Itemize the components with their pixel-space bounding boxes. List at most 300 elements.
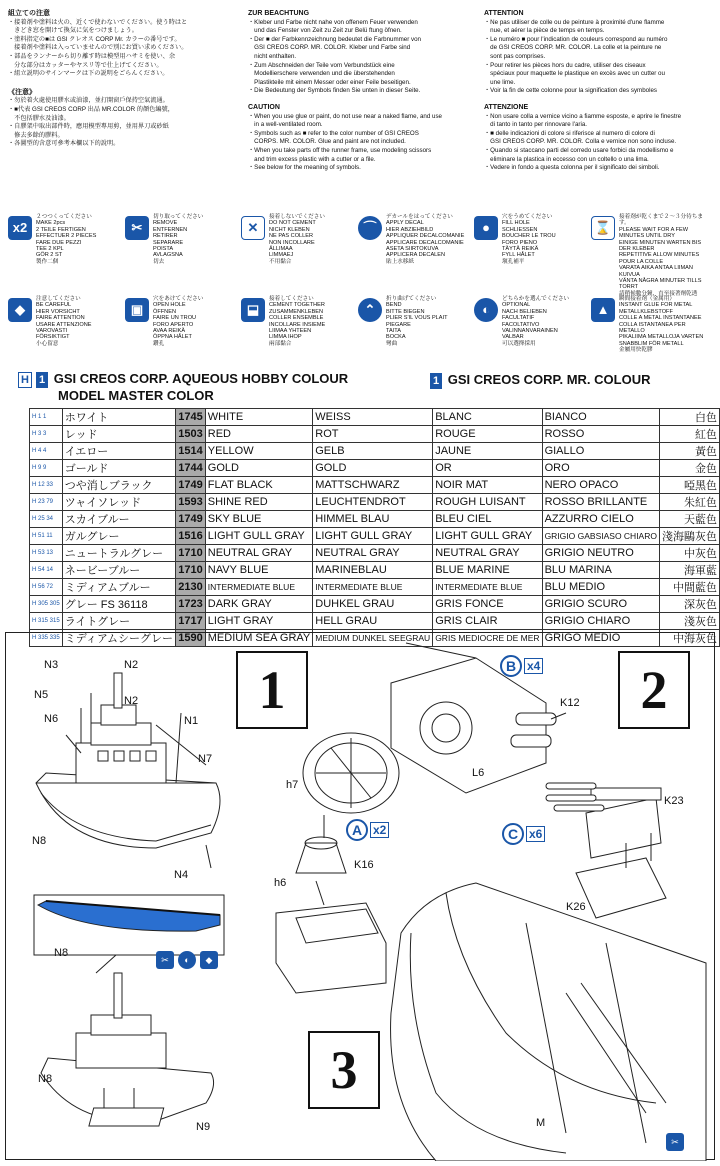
symbol-text-line: ZUSAMMENKLEBEN: [269, 308, 324, 315]
symbol-text-line: 接着しないでください: [269, 214, 325, 220]
color-cell-kj: 淺海鷗灰色: [659, 528, 719, 545]
note-line: ・部品をランナーから切り離す時は模型用ハサミを使い、余: [8, 52, 176, 60]
color-cell-code: H 305 305: [30, 596, 63, 613]
color-cell-num: 1590: [176, 630, 206, 647]
color-cell-en: WHITE: [205, 409, 312, 426]
symbol-legend-item: [358, 296, 478, 358]
color-cell-en: SKY BLUE: [205, 511, 312, 528]
color-cell-en: GOLD: [205, 460, 312, 477]
symbol-text-line: CEMENT TOGETHER: [269, 302, 325, 309]
symbol-text-line: COLLE A METAL INSTANTANEE: [619, 315, 702, 322]
part-label-k26: K26: [566, 901, 586, 913]
note-line: ・勿於着火處使用膠水或油漆，並打開窗戶保持空氣流通。: [8, 97, 169, 105]
symbol-text-line: OPEN HOLE: [153, 302, 186, 309]
symbol-text-line: USARE ATTENZIONE: [36, 321, 92, 328]
color-row: [30, 443, 720, 460]
note-line: きどき窓を開けて換気に気をつけましょう。: [8, 27, 138, 35]
color-cell-code: H 315 315: [30, 613, 63, 630]
note-line: ・See below for the meaning of symbols.: [248, 164, 361, 172]
color-row: [30, 460, 720, 477]
symbol-text-line: ASETA SIIRTOKUVA: [386, 246, 439, 253]
symbol-text-line: APPLIQUER DECALCOMANIE: [386, 233, 465, 240]
note-line: une lime.: [484, 78, 516, 86]
symbol-text-line: FILL HOLE: [502, 220, 530, 227]
part-label-l6: L6: [472, 767, 485, 779]
symbol-text-line: DO NOT CEMENT: [269, 220, 316, 227]
symbol-text-line: SCHLIESSEN: [502, 226, 538, 233]
color-cell-jp: ニュートラルグレー: [62, 545, 176, 562]
symbol-text-line: FÖRSIKTIGT: [36, 334, 70, 341]
color-cell-en: LIGHT GRAY: [205, 613, 312, 630]
color-cell-fr: NEUTRAL GRAY: [433, 545, 542, 562]
runner-c-letter: C: [502, 823, 524, 845]
symbol-text-line: SNABBLIM FÖR METALL: [619, 340, 684, 347]
color-table: [29, 408, 720, 647]
color-cell-jp: ライトグレー: [62, 613, 176, 630]
symbol-text-line: HIER VORSICHT: [36, 308, 80, 315]
symbol-text-line: BOUCHER LE TROU: [502, 233, 556, 240]
symbol-text-line: 小心留意: [36, 340, 59, 347]
symbol-text-line: METALLKLEBSTOFF: [619, 308, 673, 315]
note-line: spéciaux pour maquette le plastique en excès avec un cutter ou: [484, 70, 665, 78]
runner-badge-b: [500, 655, 543, 677]
step-number-3: 3: [308, 1031, 380, 1109]
searchlight-parts: [276, 733, 399, 993]
symbol-legend-item: [241, 214, 361, 276]
color-cell-fr: NOIR MAT: [433, 477, 542, 494]
symbol-text-line: FAIRE UN TROU: [153, 315, 197, 322]
color-cell-it: AZZURRO CIELO: [542, 511, 659, 528]
color-cell-it: ROSSO BRILLANTE: [542, 494, 659, 511]
runner-badge-a: [346, 819, 389, 841]
color-cell-it: ROSSO: [542, 426, 659, 443]
symbol-legend-item: [8, 296, 128, 358]
note-line: 接着剤や塗料は入っていませんので別にお買い求めください。: [8, 44, 188, 52]
deck-guns: [546, 783, 666, 918]
symbol-text-line: 不用黏合: [269, 258, 292, 265]
color-cell-kj: 淺灰色: [659, 613, 719, 630]
optional-icon: ◐: [178, 951, 196, 969]
symbol-text-line: ÄLLIMAA: [269, 246, 293, 253]
note-line: ・■ delle indicazioni di colore si riferisce al numero di colore di: [484, 129, 655, 137]
part-label-n1: N1: [184, 715, 199, 727]
color-cell-kj: 朱紅色: [659, 494, 719, 511]
color-cell-jp: ネービーブルー: [62, 562, 176, 579]
aqueous-label: GSI CREOS CORP. AQUEOUS HOBBY COLOUR: [53, 371, 349, 386]
symbol-legend-item: [474, 214, 594, 276]
symbol-text-line: 穴をうめてください: [502, 214, 553, 220]
color-cell-code: H 1 1: [30, 409, 63, 426]
color-cell-de: MEDIUM DUNKEL SEEGRAU: [313, 630, 433, 647]
notes-en-title: CAUTION: [248, 103, 280, 111]
symbol-text: [269, 296, 361, 347]
symbol-text-line: POISTA: [153, 246, 174, 253]
color-cell-fr: INTERMEDIATE BLUE: [433, 579, 542, 596]
color-cell-kj: 海軍藍: [659, 562, 719, 579]
color-cell-de: HELL GRAU: [313, 613, 433, 630]
symbol-text-line: APPLICERA DECALEN: [386, 252, 446, 259]
symbol-text-line: VAROVASTI: [36, 328, 68, 335]
color-cell-en: MEDIUM SEA GRAY: [205, 630, 312, 647]
note-line: ・Zum Abschneiden der Teile vom Verbundstück eine: [248, 61, 395, 69]
symbol-text-line: 兩部黏合: [269, 340, 292, 347]
color-cell-jp: つや消しブラック: [62, 477, 176, 494]
color-cell-fr: ROUGH LUISANT: [433, 494, 542, 511]
color-row: [30, 596, 720, 613]
color-cell-kj: 啞黑色: [659, 477, 719, 494]
part-label-n7: N7: [198, 753, 213, 765]
notes-jp-title: 組立ての注意: [8, 10, 50, 17]
color-cell-kj: 金色: [659, 460, 719, 477]
color-cell-de: LEUCHTENDROT: [313, 494, 433, 511]
color-cell-it: NERO OPACO: [542, 477, 659, 494]
note-line: GSI CREOS CORP. MR. COLOR. Colla e vernice non sono incluse.: [484, 138, 677, 146]
part-label-k16: K16: [354, 859, 374, 871]
color-cell-it: GRIGIO NEUTRO: [542, 545, 659, 562]
symbol-text-line: AVLAGSNA: [153, 252, 183, 259]
color-cell-it: BLU MEDIO: [542, 579, 659, 596]
note-line: ・組立説明のサインマークは下の説明をごらんください。: [8, 70, 169, 78]
color-cell-en: LIGHT GULL GRAY: [205, 528, 312, 545]
color-cell-num: 1745: [176, 409, 206, 426]
note-line: ・Der ■ der Farbkennzeichnung bedeutet die Farbnummer von: [248, 35, 421, 43]
symbol-legend-item: [8, 214, 128, 276]
color-row: [30, 562, 720, 579]
color-cell-en: FLAT BLACK: [205, 477, 312, 494]
color-cell-de: MATTSCHWARZ: [313, 477, 433, 494]
symbol-text-line: 塡孔補平: [502, 258, 525, 265]
color-cell-num: 1503: [176, 426, 206, 443]
notes-zh-title: 《注意》: [8, 88, 36, 96]
symbol-text: [386, 296, 478, 347]
symbol-text-line: LIMMA IHOP: [269, 334, 302, 341]
symbol-text-line: VARATA AIKA ANTAA LIIMAN KUIVUA: [619, 265, 693, 278]
symbol-text-line: ÖFFNEN: [153, 308, 176, 315]
remove-icon: ✂: [156, 951, 174, 969]
symbol-text-line: ２つつくってください: [36, 214, 92, 220]
note-line: ・接着剤や塗料は火の、近くで使わないでください。使う時はと: [8, 18, 188, 26]
note-line: and trim excess plastic with a cutter or a file.: [248, 155, 376, 163]
color-cell-num: 2130: [176, 579, 206, 596]
color-cell-num: 1723: [176, 596, 206, 613]
symbol-legend-item: [125, 214, 245, 276]
assembly-diagram-area: [5, 632, 715, 1160]
symbol-text-line: 接着してください: [269, 296, 314, 302]
color-cell-it: BIANCO: [542, 409, 659, 426]
note-line: ・Symbols such as ■ refer to the color number of GSI CREOS: [248, 129, 419, 137]
note-line: ・Non usare colla a vernice vicino a fiamme esposte, e aprire le finestre: [484, 112, 682, 120]
apply-decal-icon: ⌒: [358, 216, 382, 240]
symbol-text-line: 切り取ってください: [153, 214, 204, 220]
symbol-text-line: ENTFERNEN: [153, 226, 188, 233]
bend-icon: ⌃: [358, 298, 382, 322]
symbol-text-line: LIMMAEJ: [269, 252, 294, 259]
note-line: ・Die Bedeutung der Symbols finden Sie unten in dieser Seite.: [248, 87, 421, 95]
color-row: [30, 613, 720, 630]
symbol-text-line: デカールをはってください: [386, 214, 453, 220]
optional-icon: ◐: [474, 298, 498, 322]
symbol-text-line: BE CAREFUL: [36, 302, 72, 309]
note-line: nicht enthalten.: [248, 52, 297, 60]
symbol-text-line: PIKALIIMA METALLOJA VARTEN: [619, 334, 704, 341]
color-cell-code: H 54 14: [30, 562, 63, 579]
part-label-n8: N8: [32, 835, 47, 847]
color-cell-it: BLU MARINA: [542, 562, 659, 579]
color-cell-code: H 23 79: [30, 494, 63, 511]
note-line: GSI CREOS CORP. MR. COLOR. Kleber und Farbe sind: [248, 44, 411, 52]
mr-num-box: 1: [430, 373, 442, 389]
color-cell-de: INTERMEDIATE BLUE: [313, 579, 433, 596]
color-cell-num: 1749: [176, 477, 206, 494]
notes-de-title: ZUR BEACHTUNG: [248, 10, 310, 17]
symbol-text-line: NICHT KLEBEN: [269, 226, 310, 233]
color-cell-fr: ROUGE: [433, 426, 542, 443]
mr-color-heading: [428, 372, 650, 389]
symbol-text-line: TAITA: [386, 328, 402, 335]
color-cell-fr: GRIS MEDIOCRE DE MER: [433, 630, 542, 647]
symbol-text-line: 製作二個: [36, 258, 59, 265]
symbol-text-line: FORO PIENO: [502, 239, 538, 246]
color-cell-jp: スカイブルー: [62, 511, 176, 528]
color-cell-num: 1516: [176, 528, 206, 545]
symbol-text-line: 接着剤が乾くまで２～３分待ちます。: [619, 214, 703, 227]
symbol-legend-item: [591, 214, 711, 297]
color-cell-it: GIALLO: [542, 443, 659, 460]
part-label-n4: N4: [174, 869, 189, 881]
symbol-text-line: NON INCOLLARE: [269, 239, 315, 246]
color-cell-code: H 25 34: [30, 511, 63, 528]
color-cell-jp: ガルグレー: [62, 528, 176, 545]
color-cell-it: GRIGO MEDIO: [542, 630, 659, 647]
note-line: 修去多餘的膠料。: [8, 131, 64, 139]
symbol-text: [153, 214, 245, 265]
part-label-n8-lower: N8: [38, 1073, 53, 1085]
runner-a-letter: A: [346, 819, 368, 841]
color-cell-en: SHINE RED: [205, 494, 312, 511]
color-cell-de: WEISS: [313, 409, 433, 426]
symbol-text-line: EINIGE MINUTEN WARTEN BIS DER KLEBER: [619, 239, 702, 253]
color-cell-fr: JAUNE: [433, 443, 542, 460]
note-line: ・各圖型的含意可參考本欄以下的說明。: [8, 140, 120, 148]
symbol-text-line: OPTIONAL: [502, 302, 531, 309]
symbol-legend-item: [474, 296, 594, 358]
note-line: Plastikteile mit einem Messer oder einer Feile beseitigen.: [248, 78, 411, 86]
symbol-text-line: HIER ABZIEHBILD: [386, 226, 434, 233]
part-label-h7: h7: [286, 779, 299, 791]
symbol-text-line: 請稍候數分鐘，直至接著劑乾透: [619, 290, 698, 297]
part-label-n2-top: N2: [124, 659, 139, 671]
symbol-text-line: 鑽孔: [153, 340, 165, 347]
symbol-text-line: APPLICARE DECALCOMANIE: [386, 239, 464, 246]
part-label-k23: K23: [664, 795, 684, 807]
mr-label: GSI CREOS CORP. MR. COLOUR: [447, 372, 651, 387]
symbol-text-line: NE PAS COLLER: [269, 233, 314, 240]
color-cell-de: GOLD: [313, 460, 433, 477]
color-row: [30, 477, 720, 494]
note-line: ・Voir la fin de cette colonne pour la signification des symboles: [484, 87, 658, 95]
color-cell-kj: 深灰色: [659, 596, 719, 613]
color-row: [30, 494, 720, 511]
symbol-legend-item: [125, 296, 245, 358]
symbol-text-line: FYLL HÅLET: [502, 252, 535, 259]
color-cell-fr: BLANC: [433, 409, 542, 426]
part-label-m: M: [536, 1117, 546, 1129]
color-cell-kj: 天藍色: [659, 511, 719, 528]
symbol-legend-item: [591, 296, 711, 358]
runner-badge-c: [502, 823, 545, 845]
color-cell-de: LIGHT GULL GRAY: [313, 528, 433, 545]
color-cell-num: 1710: [176, 545, 206, 562]
color-cell-code: H 4 4: [30, 443, 63, 460]
color-cell-jp: レッド: [62, 426, 176, 443]
note-line: ・When you use glue or paint, do not use near a naked flame, and use: [248, 112, 442, 120]
make-two-icon: x2: [8, 216, 32, 240]
color-cell-kj: 紅色: [659, 426, 719, 443]
be-careful-icon: ◆: [8, 298, 32, 322]
note-line: ・Le numéro ■ pour l'indication de couleurs correspond au numéro: [484, 35, 668, 43]
note-line: Modellierschere verwenden und die überstehenden: [248, 70, 395, 78]
color-cell-fr: BLUE MARINE: [433, 562, 542, 579]
color-cell-fr: LIGHT GULL GRAY: [433, 528, 542, 545]
color-cell-jp: ゴールド: [62, 460, 176, 477]
symbol-text-line: PIEGARE: [386, 321, 411, 328]
tug-boat-lower: [41, 973, 214, 1126]
symbol-text-line: TÄYTÄ REIKÄ: [502, 246, 539, 253]
hull-step3: [391, 883, 706, 1161]
symbol-text-line: 穴をあけてください: [153, 296, 204, 302]
part-label-h6: h6: [274, 877, 287, 889]
symbol-text-line: GÖR 2 ST: [36, 252, 63, 259]
h-num-box: 1: [36, 372, 48, 388]
color-cell-num: 1717: [176, 613, 206, 630]
part-label-n5: N5: [34, 689, 49, 701]
symbol-text-line: SEPARARE: [153, 239, 184, 246]
symbol-text-line: COLLER ENSEMBLE: [269, 315, 324, 322]
note-line: in a well-ventilated room.: [248, 121, 323, 129]
aqueous-color-heading: [16, 372, 348, 388]
color-cell-en: YELLOW: [205, 443, 312, 460]
color-cell-jp: ホワイト: [62, 409, 176, 426]
part-label-n6: N6: [44, 713, 59, 725]
remove-icon: ✂: [125, 216, 149, 240]
color-cell-num: 1514: [176, 443, 206, 460]
color-cell-kj: 中間藍色: [659, 579, 719, 596]
symbol-text-line: AVAA REIKÄ: [153, 328, 186, 335]
color-cell-code: H 51 11: [30, 528, 63, 545]
symbol-text-line: MAKE 2pcs: [36, 220, 66, 227]
symbol-text-line: FARE DUE PEZZI: [36, 239, 82, 246]
symbol-text-line: 折り曲げてください: [386, 296, 437, 302]
color-cell-fr: GRIS CLAIR: [433, 613, 542, 630]
color-cell-code: H 9 9: [30, 460, 63, 477]
color-cell-num: 1593: [176, 494, 206, 511]
note-line: nue, et aérer la pièce de temps en temps.: [484, 27, 605, 35]
notes-fr-lines: [484, 19, 712, 95]
part-label-n8-inset: N8: [54, 947, 69, 959]
note-line: di tanto in tanto per rinnovare l'aria.: [484, 121, 587, 129]
color-row: [30, 545, 720, 562]
color-cell-de: MARINEBLAU: [313, 562, 433, 579]
color-cell-en: NAVY BLUE: [205, 562, 312, 579]
note-line: ・Pour retirer les pièces hors du cadre, utiliser des ciseaux: [484, 61, 646, 69]
color-cell-code: H 53 13: [30, 545, 63, 562]
note-line: de GSI CREOS CORP. MR. COLOR. La colle et la peinture ne: [484, 44, 662, 52]
color-cell-jp: グレー FS 36118: [62, 596, 176, 613]
symbol-text-line: INSTANT GLUE FOR METAL: [619, 302, 693, 309]
color-row: [30, 528, 720, 545]
color-cell-jp: イエロー: [62, 443, 176, 460]
notes-jp-zh: [8, 10, 240, 149]
symbol-text: [619, 296, 711, 354]
symbol-text-line: FACOLTATIVO: [502, 321, 540, 328]
open-hole-icon: ▣: [125, 298, 149, 322]
note-line: ・Kleber und Farbe nicht nahe von offenem Feuer verwenden: [248, 18, 418, 26]
symbol-text-line: 瞬間接着剤（金属用）: [619, 296, 675, 302]
step-number-1: 1: [236, 651, 308, 729]
note-line: 不包括膠水及油漆。: [8, 114, 70, 122]
color-cell-fr: OR: [433, 460, 542, 477]
part-label-n9: N9: [196, 1121, 211, 1133]
symbol-text: [36, 296, 128, 347]
symbol-text-line: RETIRER: [153, 233, 178, 240]
cement-together-icon: ⬓: [241, 298, 265, 322]
note-line: ・Ne pas utiliser de colle ou de peinture à proximité d'une flamme: [484, 18, 665, 26]
symbol-text-line: BITTE BIEGEN: [386, 308, 425, 315]
symbol-legend-item: [241, 296, 361, 358]
symbol-text-line: 彎曲: [386, 340, 398, 347]
runner-b-mult: x4: [524, 658, 543, 674]
part-label-n2: N2: [124, 695, 139, 707]
remove-icon: ✂: [666, 1133, 684, 1151]
be-careful-icon: ◆: [200, 951, 218, 969]
color-cell-it: ORO: [542, 460, 659, 477]
symbol-text-line: REMOVE: [153, 220, 178, 227]
symbol-text-line: VÄNTA NÅGRA MINUTER TILLS TORRT: [619, 278, 702, 291]
symbol-text-line: BOCKA: [386, 334, 406, 341]
note-line: ・塗料指定の■は GSI クレオス CORP Mr. カラーの番号です。: [8, 35, 181, 43]
model-master-heading: MODEL MASTER COLOR: [58, 388, 214, 403]
color-cell-kj: 中灰色: [659, 545, 719, 562]
symbol-text-line: 貼上水移紙: [386, 258, 414, 265]
color-cell-num: 1744: [176, 460, 206, 477]
color-cell-de: GELB: [313, 443, 433, 460]
note-line: CORPS. MR. COLOR. Glue and paint are not included.: [248, 138, 406, 146]
color-row: [30, 511, 720, 528]
symbol-text-line: REPETITIVE ALLOW MINUTES POUR LA COLLE: [619, 252, 700, 265]
notes-de-en: [248, 10, 478, 173]
symbol-text-line: PLEASE WAIT FOR A FEW MINUTES UNTIL DRY: [619, 226, 689, 240]
color-cell-code: H 3 3: [30, 426, 63, 443]
color-cell-num: 1710: [176, 562, 206, 579]
note-line: ・自膠架中取出部件時，應用模型專用剪，並用界刀或砂紙: [8, 123, 169, 131]
notes-zh-lines: [8, 97, 240, 148]
color-row: [30, 579, 720, 596]
symbol-text-line: APPLY DECAL: [386, 220, 424, 227]
symbol-text: [386, 214, 478, 265]
notes-fr-it: [484, 10, 712, 173]
notes-de-lines: [248, 19, 478, 95]
color-cell-it: GRIGIO CHIARO: [542, 613, 659, 630]
color-cell-fr: BLEU CIEL: [433, 511, 542, 528]
note-line: eliminare la plastica in eccesso con un coltello o una lima.: [484, 155, 649, 163]
symbol-text-line: TEE 2 KPL: [36, 246, 64, 253]
symbol-text-line: 切去: [153, 258, 165, 265]
notes-it-lines: [484, 113, 712, 172]
note-line: und das Fenster von Zeit zu Zeit zur Belü ftung öfnen.: [248, 27, 402, 35]
symbol-text: [619, 214, 711, 297]
color-cell-de: ROT: [313, 426, 433, 443]
do-not-cement-icon: ✕: [241, 216, 265, 240]
